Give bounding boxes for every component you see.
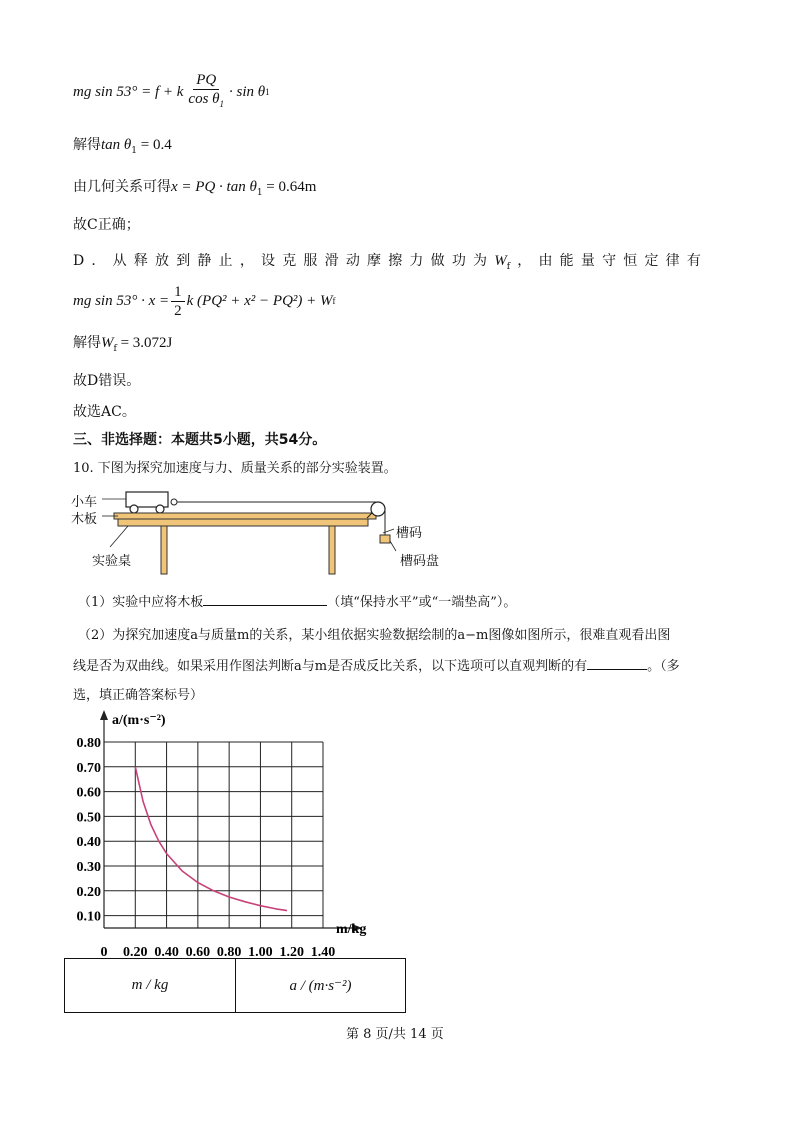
answer-blank-1[interactable] xyxy=(203,605,327,606)
label-cart: 小车 xyxy=(71,495,98,510)
x-tick-label-0: 0 xyxy=(100,945,108,960)
y-tick-label-7: 0.80 xyxy=(76,736,101,751)
line-d-wrong: 故D错误。 xyxy=(73,373,141,389)
equation-energy: mg sin 53° · x = $\frac{1}{2}$ k (PQ² + x² − PQ²) + W f xyxy=(73,283,336,319)
x-tick-label-7: 1.40 xyxy=(310,945,336,960)
data-table xyxy=(64,958,406,1013)
line-x-result: 由几何关系可得x = PQ · $\tan \theta_1 = 0.64m$ xyxy=(73,179,317,198)
question-10-part2-line1: （2）为探究加速度a与质量m的关系，某小组依据实验数据绘制的a−m图像如图所示，很难直观看出图 xyxy=(78,628,671,643)
label-weight: 槽码 xyxy=(396,526,423,541)
eq1-fraction: $\frac{PQ}{\cos \theta_1}$ xyxy=(188,72,225,109)
answer-blank-2[interactable] xyxy=(587,669,647,670)
label-board: 木板 xyxy=(71,512,98,527)
page-footer: 第 8 页/共 14 页 xyxy=(346,1027,444,1042)
line-c-correct: 故C正确； xyxy=(73,217,140,233)
eq1-lhs: mg sin 53° = f + k xyxy=(73,83,184,100)
question-10-part2-line3: 选，填正确答案标号） xyxy=(73,688,204,703)
question-10-stem: 10. 下图为探究加速度与力、质量关系的部分实验装置。 xyxy=(73,461,397,476)
y-tick-label-2: 0.30 xyxy=(76,860,101,875)
y-tick-label-6: 0.70 xyxy=(76,760,101,776)
y-tick-label-5: 0.60 xyxy=(76,785,101,801)
y-axis-label: a/(m·s⁻²) xyxy=(112,713,166,728)
table-header-mass: m / kg xyxy=(65,959,236,1012)
cart-wheel-right xyxy=(156,505,164,513)
cart-wheel-left xyxy=(130,505,138,513)
x-tick-label-1: 0.20 xyxy=(123,945,148,960)
x-axis-label: m/kg xyxy=(336,922,367,937)
y-tick-label-1: 0.20 xyxy=(76,884,101,900)
series-curve-0 xyxy=(135,767,287,911)
section-title: 三、非选择题：本题共5小题，共54分。 xyxy=(73,432,327,448)
question-10-part1: （1）实验中应将木板 （填“保持水平”或“一端垫高”）。 xyxy=(78,595,517,610)
line-d-statement: D．从释放到静止，设克服滑动摩擦力做功为$W_f$，由能量守恒定律有 xyxy=(73,253,709,272)
table-top xyxy=(118,519,368,526)
label-pan: 槽码盘 xyxy=(400,554,440,569)
line-answer-ac: 故选AC。 xyxy=(73,404,136,420)
x-tick-label-2: 0.40 xyxy=(154,945,179,960)
x-tick-label-3: 0.60 xyxy=(185,945,211,960)
label-table: 实验桌 xyxy=(92,554,132,569)
table-leg-left xyxy=(161,526,167,574)
y-axis-arrow xyxy=(100,710,108,720)
hanging-weight xyxy=(380,535,390,543)
wooden-board xyxy=(114,513,376,519)
table-leg-right xyxy=(329,526,335,574)
x-tick-label-4: 0.80 xyxy=(216,945,242,960)
y-tick-label-0: 0.10 xyxy=(76,909,101,925)
y-tick-label-4: 0.50 xyxy=(76,810,101,826)
y-tick-label-3: 0.40 xyxy=(76,835,101,851)
table-header-acceleration: a / (m·s⁻²) xyxy=(289,978,352,994)
line-wf-result: 解得$W_f = 3.072J$ xyxy=(73,335,173,354)
line-tan-result: 解得$\tan \theta_1 = 0.4$ xyxy=(73,137,172,156)
a-m-chart xyxy=(60,702,380,960)
x-tick-label-5: 1.00 xyxy=(248,945,273,960)
eq2-fraction: $\frac{1}{2}$ xyxy=(171,283,185,320)
equation-force-balance: mg sin 53° = f + k $\frac{PQ}{\cos \theta_1}$ · sin θ 1 xyxy=(73,68,270,116)
pulley xyxy=(371,502,385,516)
x-tick-label-6: 1.20 xyxy=(279,945,304,960)
question-10-part2-line2: 线是否为双曲线。如果采用作图法判断a与m是否成反比关系，以下选项可以直观判断的有 。（多 xyxy=(73,659,680,674)
